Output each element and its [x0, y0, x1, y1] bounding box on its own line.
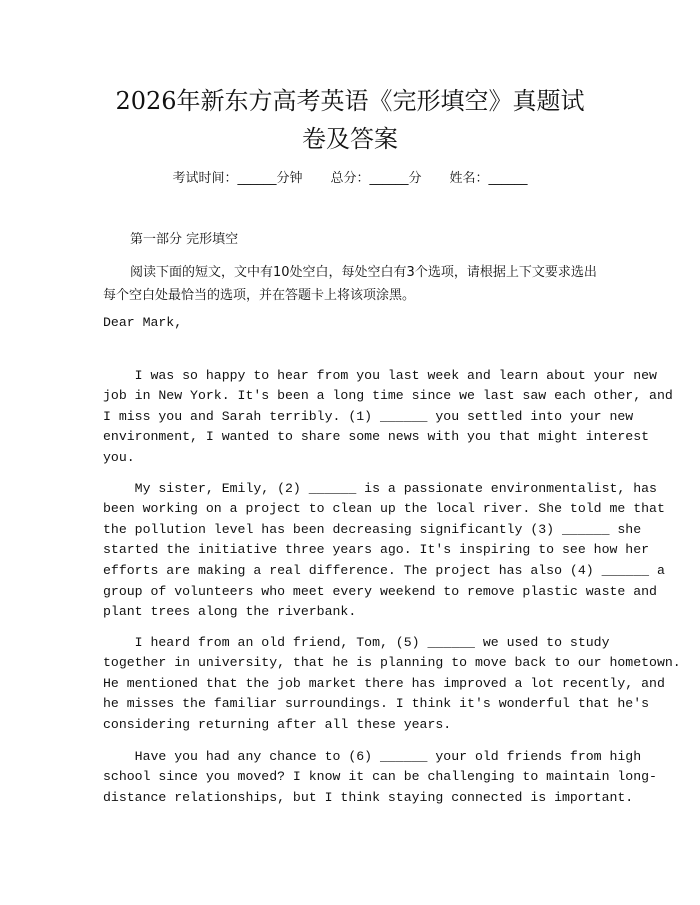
paragraph-line: job in New York. It's been a long time since we last saw each other, and [103, 388, 673, 404]
total-score-field: 总分：______分 [330, 171, 422, 186]
paragraph-line: group of volunteers who meet every weekend to remove plastic waste and [103, 583, 657, 599]
paragraph-line: school since you moved? I know it can be challenging to maintain long- [103, 769, 657, 785]
paragraph-line: I miss you and Sarah terribly. (1) ______ you settled into your new [103, 408, 634, 424]
paragraph-line: he misses the familiar surroundings. I think it's wonderful that he's [103, 696, 650, 712]
paragraph-line: He mentioned that the job market there has improved a lot recently, and [103, 675, 665, 691]
paragraph-line: been working on a project to clean up the local river. She told me that [103, 501, 665, 517]
paragraph-line: Have you had any chance to (6) ______ your old friends from high [103, 748, 642, 764]
paragraph-line: efforts are making a real difference. The project has also (4) ______ a [103, 562, 665, 578]
paragraph-line: distance relationships, but I think staying connected is important. [103, 789, 634, 805]
paragraph-line: you. [103, 449, 135, 465]
paragraph-line: the pollution level has been decreasing significantly (3) ______ she [103, 521, 642, 537]
title-line-2: 卷及答案 [302, 125, 398, 153]
paragraph-line: My sister, Emily, (2) ______ is a passionate environmentalist, has [103, 480, 657, 496]
letter-paragraph-1 [103, 345, 673, 469]
instructions [103, 261, 598, 307]
paragraph-line: considering returning after all these years. [103, 716, 452, 732]
letter-paragraph-3 [103, 612, 681, 736]
document-title [60, 82, 640, 158]
instructions-line-2: 求选出每个空白处最恰当的选项，并在答题卡上将该项涂黑。 [103, 265, 597, 303]
section-heading: 第一部分 完形填空 [130, 232, 239, 247]
title-line-1: 2026年新东方高考英语《完形填空》真题试 [115, 87, 585, 115]
instructions-line-1: 阅读下面的短文，文中有10处空白，每处空白有3个选项，请根据上下文要 [130, 265, 558, 280]
paragraph-line: I heard from an old friend, Tom, (5) ______ we used to study [103, 634, 610, 650]
exam-meta [0, 170, 700, 188]
exam-time-field: 考试时间：______分钟 [172, 171, 303, 186]
letter-salutation: Dear Mark, [103, 315, 183, 330]
paragraph-line: I was so happy to hear from you last week and learn about your new [103, 367, 657, 383]
paragraph-line: started the initiative three years ago. It's inspiring to see how her [103, 542, 650, 558]
letter-paragraph-2 [103, 458, 665, 623]
paragraph-line: plant trees along the riverbank. [103, 604, 357, 620]
letter-paragraph-4 [103, 726, 657, 808]
paragraph-line: together in university, that he is planning to move back to our hometown. [103, 655, 681, 671]
student-name-field: 姓名：______ [449, 171, 528, 186]
paragraph-line: environment, I wanted to share some news with you that might interest [103, 429, 650, 445]
